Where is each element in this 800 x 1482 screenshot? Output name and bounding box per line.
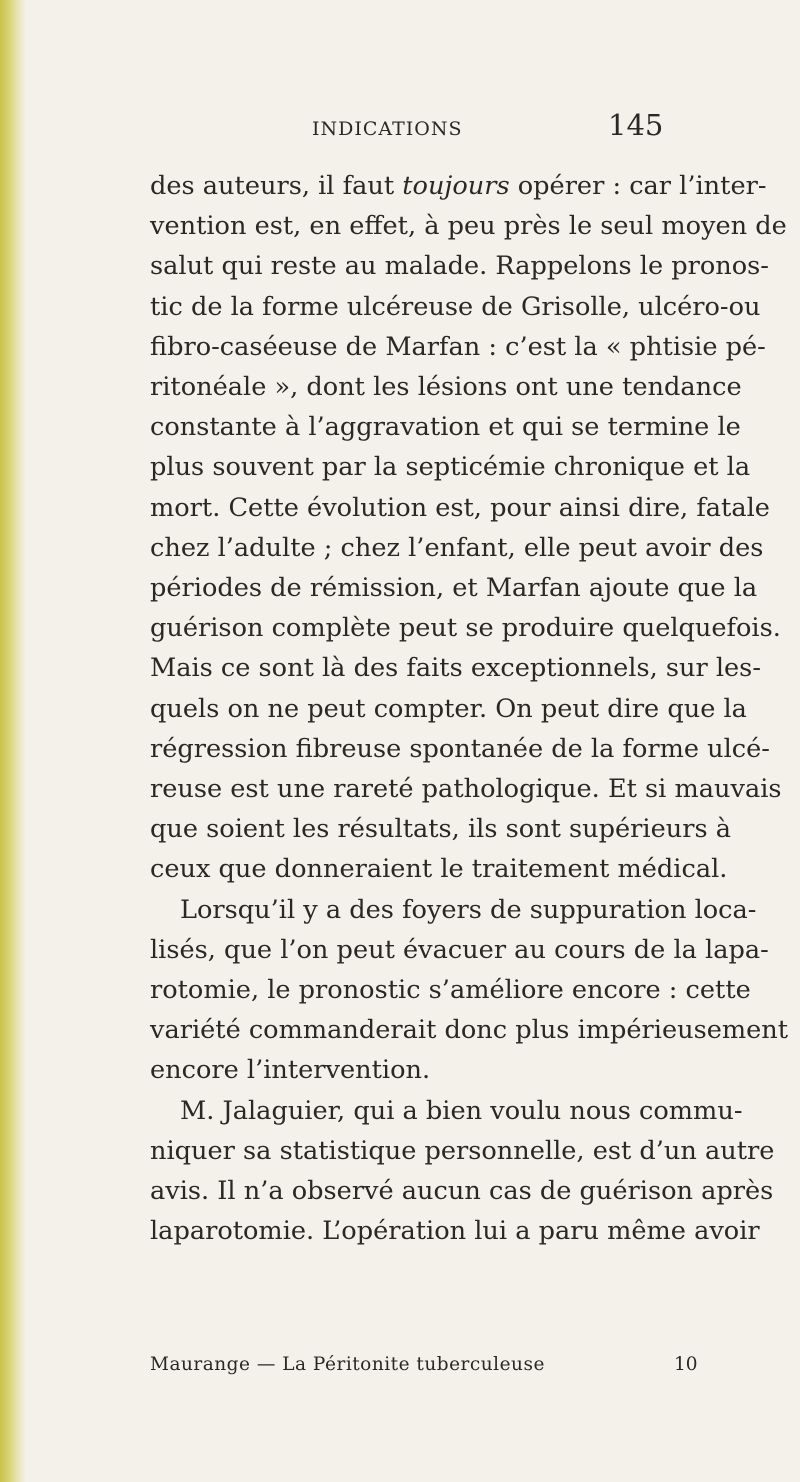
text-line: constante à l’aggravation et qui se termine le: [150, 412, 741, 443]
text-line: vention est, en effet, à peu près le seul moyen de: [150, 211, 787, 242]
sheet-number: 10: [674, 1354, 698, 1375]
text-line: laparotomie. L’opération lui a paru même avoir: [150, 1216, 760, 1247]
text-line: reuse est une rareté pathologique. Et si mauvais: [150, 774, 782, 805]
page-binding-edge: [0, 0, 26, 1482]
text-line: niquer sa statistique personnelle, est d’un autre: [150, 1135, 775, 1166]
text-line: plus souvent par la septicémie chronique et la: [150, 452, 751, 483]
text-line: M. Jalaguier, qui a bien voulu nous commu-: [180, 1095, 743, 1126]
text-line: encore l’intervention.: [150, 1055, 431, 1086]
page-number: 145: [608, 108, 664, 142]
text-line: Mais ce sont là des faits exceptionnels, sur les-: [150, 653, 761, 684]
text-line: fibro-caséeuse de Marfan : c’est la « phtisie pé-: [150, 331, 766, 362]
running-title: INDICATIONS: [312, 118, 463, 140]
text-line: Lorsqu’il y a des foyers de suppuration loca-: [180, 894, 757, 925]
text-line: chez l’adulte ; chez l’enfant, elle peut avoir des: [150, 532, 764, 563]
text-line: salut qui reste au malade. Rappelons le pronos-: [150, 251, 769, 282]
footer-signature: Maurange — La Péritonite tuberculeuse: [150, 1354, 545, 1375]
text-line: ritonéale », dont les lésions ont une tendance: [150, 372, 742, 403]
text-line: des auteurs, il faut toujours opérer : car l’inter-: [150, 171, 767, 201]
text-line: guérison complète peut se produire quelquefois.: [150, 613, 781, 644]
text-line: périodes de rémission, et Marfan ajoute que la: [150, 573, 758, 604]
text-line: mort. Cette évolution est, pour ainsi dire, fatale: [150, 492, 770, 523]
text-line: que soient les résultats, ils sont supérieurs à: [150, 814, 731, 845]
book-page: [150, 100, 790, 1251]
emphasis-word: toujours: [402, 171, 510, 201]
text-line: ceux que donneraient le traitement médical.: [150, 854, 728, 885]
text-line: lisés, que l’on peut évacuer au cours de la lapa-: [150, 934, 769, 965]
running-head: [150, 100, 790, 148]
text-line: quels on ne peut compter. On peut dire que la: [150, 693, 747, 724]
text-line: tic de la forme ulcéreuse de Grisolle, ulcéro-ou: [150, 291, 761, 322]
text-line: rotomie, le pronostic s’améliore encore : cette: [150, 975, 751, 1006]
text-line: avis. Il n’a observé aucun cas de guérison après: [150, 1176, 774, 1207]
body-text: [150, 166, 789, 1251]
text-line: régression fibreuse spontanée de la forme ulcé-: [150, 733, 770, 764]
text-line: variété commanderait donc plus impérieusement: [150, 1015, 789, 1046]
